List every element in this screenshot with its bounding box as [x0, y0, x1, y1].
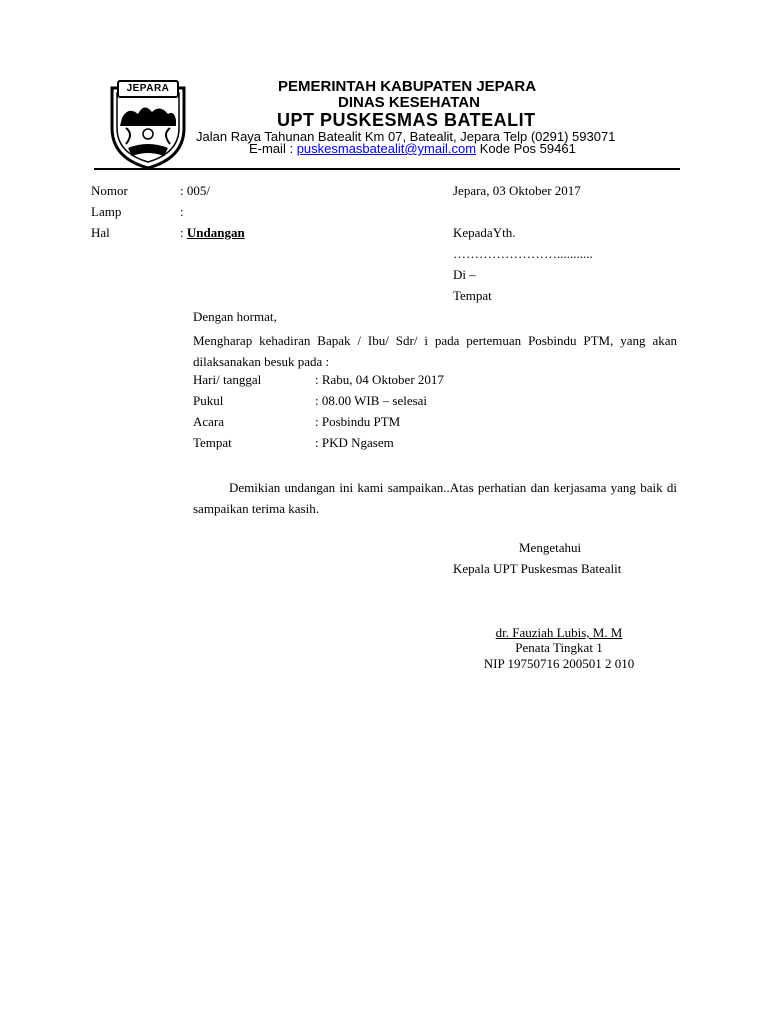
detail-value-date: : Rabu, 04 Oktober 2017 — [315, 372, 444, 387]
detail-label-event: Acara — [193, 414, 225, 429]
lamp-value: : — [180, 204, 184, 219]
address-line: Jalan Raya Tahunan Batealit Km 07, Batealit, Jepara Telp (0291) 593071 — [196, 129, 616, 144]
email-label: E-mail : — [249, 141, 294, 156]
greeting: Dengan hormat, — [193, 309, 277, 324]
institution-name: UPT PUSKESMAS BATEALIT — [277, 110, 536, 130]
recipient-name-placeholder: ……………………........... — [453, 246, 593, 261]
signer-nip: NIP 19750716 200501 2 010 — [483, 656, 635, 671]
signer-name-row — [401, 625, 717, 641]
recipient-place: Tempat — [453, 288, 492, 303]
signer-rank: Penata Tingkat 1 — [515, 640, 603, 655]
govt-name: PEMERINTAH KABUPATEN JEPARA — [278, 78, 537, 95]
header-divider — [94, 168, 680, 170]
detail-label-place: Tempat — [193, 435, 232, 450]
department-name: DINAS KESEHATAN — [338, 94, 480, 111]
email-link[interactable]: puskesmasbatealit@ymail.com — [296, 141, 477, 156]
detail-value-place: : PKD Ngasem — [315, 435, 394, 450]
acknowledged-label: Mengetahui — [519, 540, 582, 555]
recipient-di: Di – — [453, 267, 476, 282]
nomor-value: : 005/ — [180, 183, 210, 198]
hal-value: Undangan — [186, 225, 245, 240]
detail-label-date: Hari/ tanggal — [193, 372, 262, 387]
detail-value-time: : 08.00 WIB – selesai — [315, 393, 428, 408]
letter-date: Jepara, 03 Oktober 2017 — [453, 183, 581, 198]
hal-label: Hal — [91, 225, 110, 240]
signer-name: dr. Fauziah Lubis, M. M — [495, 625, 623, 640]
signer-position: Kepala UPT Puskesmas Batealit — [453, 561, 622, 576]
lamp-label: Lamp — [91, 204, 122, 219]
hal-colon: : — [180, 225, 184, 240]
nomor-label: Nomor — [91, 183, 128, 198]
detail-value-event: : Posbindu PTM — [315, 414, 401, 429]
invitation-paragraph: Mengharap kehadiran Bapak / Ibu/ Sdr/ i pada pertemuan Posbindu PTM, yang akan dilaksanakan besuk pada : — [193, 333, 677, 369]
hal-field — [180, 225, 245, 241]
recipient-greeting: KepadaYth. — [453, 225, 516, 240]
logo-text: JEPARA — [126, 83, 170, 94]
contact-line — [249, 141, 576, 156]
detail-label-time: Pukul — [193, 393, 224, 408]
postcode: Kode Pos 59461 — [479, 141, 576, 156]
closing-paragraph: Demikian undangan ini kami sampaikan..Atas perhatian dan kerjasama yang baik di sampaikan terima kasih. — [193, 480, 677, 516]
